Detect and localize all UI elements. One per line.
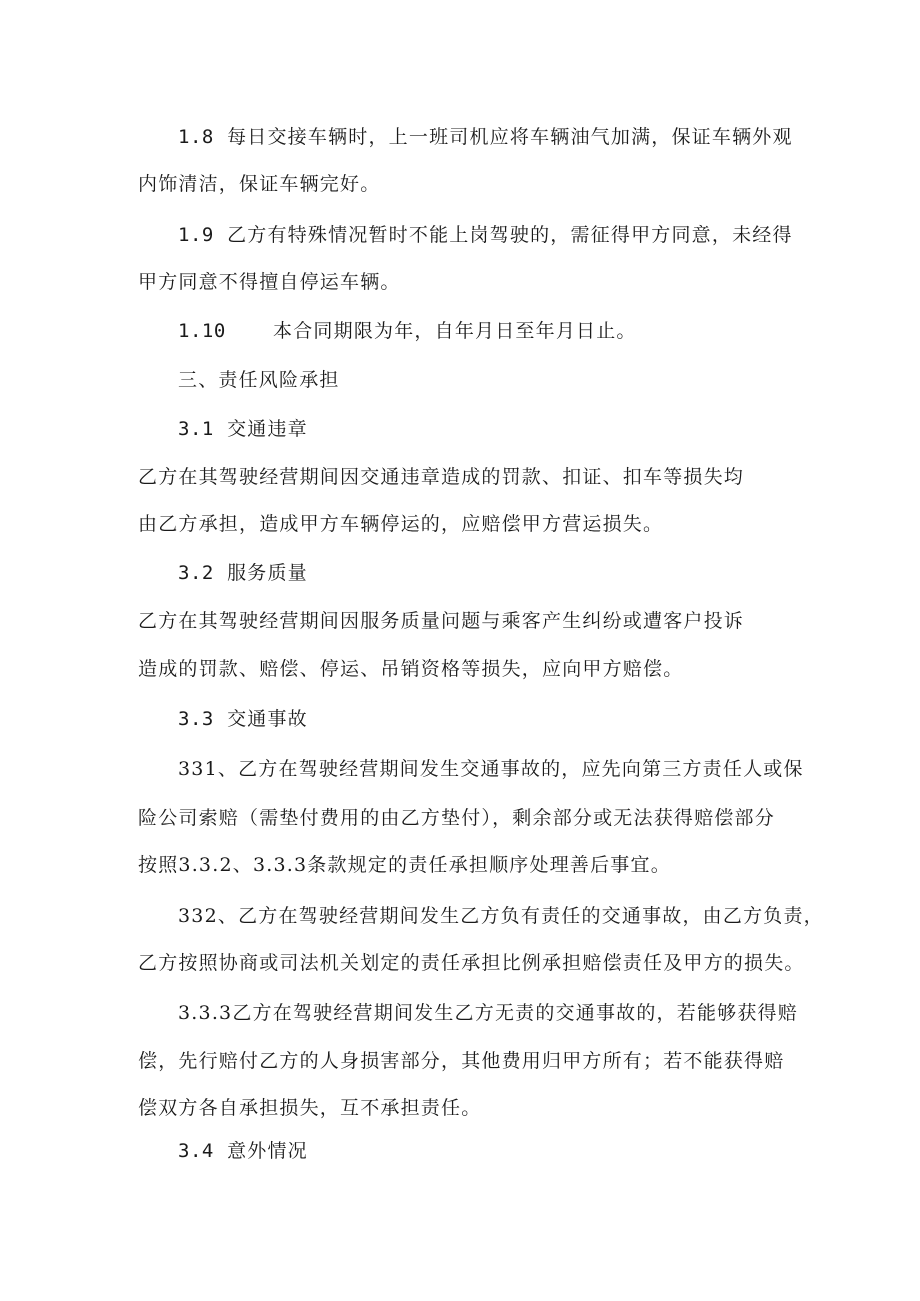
- clause-number: 3.4: [178, 1140, 214, 1162]
- clause-text: 3.3.3乙方在驾驶经营期间发生乙方无责的交通事故的，若能够获得赔: [178, 1002, 798, 1024]
- clause-text: 乙方有特殊情况暂时不能上岗驾驶的，需征得甲方同意，未经得: [227, 224, 793, 246]
- clause-text: 险公司索赔（需垫付费用的由乙方垫付），剩余部分或无法获得赔偿部分: [138, 807, 775, 829]
- section-heading-3: [178, 367, 340, 393]
- clause-3-3-1-line-1: [178, 756, 804, 782]
- clause-1-8-line-2: [138, 171, 380, 197]
- clause-3-3-3-line-3: [138, 1095, 481, 1121]
- clause-text: 造成的罚款、赔偿、停运、吊销资格等损失，应向甲方赔偿。: [138, 658, 684, 680]
- clause-text: 偿，先行赔付乙方的人身损害部分，其他费用归甲方所有；若不能获得赔: [138, 1050, 785, 1072]
- clause-3-1-line-1: [138, 464, 744, 490]
- clause-3-3-heading: [178, 706, 308, 732]
- clause-number: 3.1: [178, 418, 214, 440]
- clause-number: 1.10: [178, 320, 226, 342]
- clause-number: 3.3: [178, 708, 214, 730]
- clause-3-3-2-line-1: [178, 903, 824, 929]
- clause-3-2-heading: [178, 560, 308, 586]
- clause-heading-text: 交通事故: [227, 708, 308, 730]
- clause-1-8-line-1: [178, 124, 793, 150]
- clause-1-10: [178, 318, 637, 344]
- clause-number: 1.9: [178, 224, 214, 246]
- clause-number: 3.2: [178, 562, 214, 584]
- clause-text: 每日交接车辆时，上一班司机应将车辆油气加满，保证车辆外观: [227, 126, 793, 148]
- clause-text: 由乙方承担，造成甲方车辆停运的，应赔偿甲方营运损失。: [138, 513, 664, 535]
- clause-text: 331、乙方在驾驶经营期间发生交通事故的，应先向第三方责任人或保: [178, 758, 804, 780]
- clause-3-3-3-line-2: [138, 1048, 784, 1074]
- clause-3-4-heading: [178, 1138, 308, 1164]
- clause-3-3-2-line-2: [138, 950, 805, 976]
- clause-text: 332、乙方在驾驶经营期间发生乙方负有责任的交通事故，由乙方负责，: [178, 905, 824, 927]
- clause-text: 内饰清洁，保证车辆完好。: [138, 173, 381, 195]
- section-heading-text: 三、责任风险承担: [178, 369, 340, 391]
- clause-heading-text: 服务质量: [227, 562, 308, 584]
- clause-3-1-line-2: [138, 511, 663, 537]
- clause-text: 甲方同意不得擅自停运车辆。: [138, 271, 401, 293]
- clause-3-3-1-line-2: [138, 805, 775, 831]
- clause-number: 1.8: [178, 126, 214, 148]
- clause-3-2-line-1: [138, 608, 744, 634]
- clause-3-1-heading: [178, 416, 308, 442]
- clause-1-9-line-2: [138, 269, 401, 295]
- clause-text: 乙方在其驾驶经营期间因服务质量问题与乘客产生纠纷或遭客户投诉: [138, 610, 745, 632]
- clause-heading-text: 意外情况: [227, 1140, 308, 1162]
- clause-text: 本合同期限为年，自年月日至年月日止。: [273, 320, 637, 342]
- clause-text: 偿双方各自承担损失，互不承担责任。: [138, 1097, 482, 1119]
- clause-text: 乙方按照协商或司法机关划定的责任承担比例承担赔偿责任及甲方的损失。: [138, 952, 805, 974]
- clause-3-3-3-line-1: [178, 1000, 798, 1026]
- clause-1-9-line-1: [178, 222, 793, 248]
- clause-3-2-line-2: [138, 656, 683, 682]
- clause-heading-text: 交通违章: [227, 418, 308, 440]
- clause-3-3-1-line-3: [138, 852, 671, 878]
- clause-text: 乙方在其驾驶经营期间因交通违章造成的罚款、扣证、扣车等损失均: [138, 466, 745, 488]
- clause-text: 按照3.3.2、3.3.3条款规定的责任承担顺序处理善后事宜。: [138, 854, 671, 876]
